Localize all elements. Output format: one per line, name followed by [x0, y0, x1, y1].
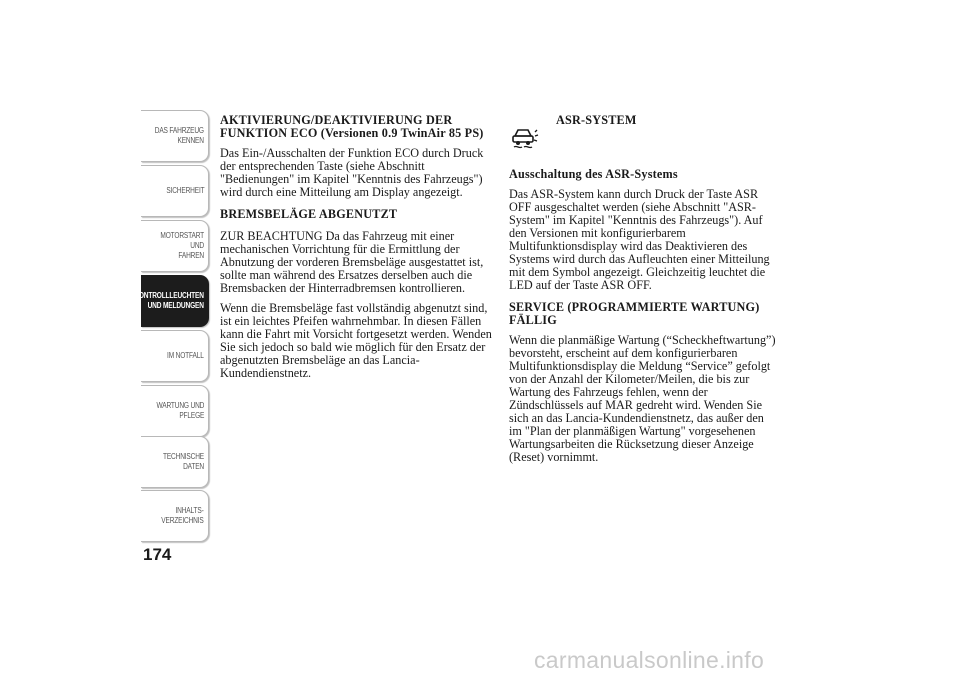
tab-label: SICHERHEIT: [165, 186, 204, 195]
tab-wartung-und-pflege[interactable]: [141, 385, 209, 437]
tab-das-fahrzeug-kennen[interactable]: [141, 110, 209, 162]
tab-label: MOTORSTART UND FAHREN: [160, 231, 204, 260]
asr-subheading: Ausschaltung des ASR-Systems: [509, 167, 678, 181]
asr-paragraph: Das ASR-System kann durch Druck der Taste ASR OFF ausgeschaltet werden (siehe Abschnitt "ASR-System" im Kapitel "Kenntnis des Fahrzeugs"). Auf den Versionen mit konfigurierbarem Multifunktionsdisplay wird das Deaktivieren des Systems wird durch das Aufleuchten einer Mitteilung mit dem Symbol angezeigt. Gleichzeitig leuchtet die LED auf der Taste ASR OFF.: [509, 187, 770, 292]
watermark: carmanualsonline.info: [534, 647, 765, 673]
skidding-car-icon: [509, 124, 539, 150]
brake-paragraph-2: Wenn die Bremsbeläge fast vollständig abgenutzt sind, ist ein leichtes Pfeifen wahrnehmbar. In diesen Fällen kann die Fahrt mit Vorsicht fortgesetzt werden. Wenden Sie sich jedoch so bald wie möglich für den Ersatz der abgenutzten Bremsbeläge an das Lancia-Kundendienstnetz.: [220, 301, 492, 380]
tab-motorstart-und-fahren[interactable]: [141, 220, 209, 272]
left-column: [220, 114, 496, 380]
right-column: [509, 114, 779, 464]
tab-kontrollleuchten-und-meldungen[interactable]: [134, 275, 209, 327]
brake-paragraph-1: ZUR BEACHTUNG Da das Fahrzeug mit einer mechanischen Vorrichtung für die Ermittlung der Abnutzung der vorderen Bremsbeläge ausgestattet ist, sollte man während des Ersatzes derselben auch die Bremsbacken der Hinterradbremsen kontrollieren.: [220, 229, 484, 295]
eco-heading: AKTIVIERUNG/DEAKTIVIERUNG DER FUNKTION ECO (Versionen 0.9 TwinAir 85 PS): [220, 113, 484, 140]
tab-label: TECHNISCHE DATEN: [162, 452, 204, 471]
brake-heading: BREMSBELÄGE ABGENUTZT: [220, 207, 398, 221]
tab-sicherheit[interactable]: [141, 165, 209, 217]
tab-inhaltsverzeichnis[interactable]: [141, 490, 209, 542]
tab-label: WARTUNG UND PFLEGE: [156, 401, 204, 420]
eco-paragraph: Das Ein-/Ausschalten der Funktion ECO durch Druck der entsprechenden Taste (siehe Abschnitt "Bedienungen" im Kapitel "Kenntnis des Fahrzeugs") wird durch eine Mitteilung am Display angezeigt.: [220, 146, 484, 199]
tab-label: DAS FAHRZEUG KENNEN: [154, 126, 204, 145]
page-number: 174: [143, 545, 172, 564]
tab-technische-daten[interactable]: [141, 436, 209, 488]
tab-label: INHALTS- VERZEICHNIS: [161, 506, 204, 525]
service-paragraph: Wenn die planmäßige Wartung (“Scheckheftwartung”) bevorsteht, erscheint auf dem konfigurierbaren Multifunktionsdisplay die Meldung “Service” gefolgt von der Anzahl der Kilometer/Meilen, die bis zur Wartung des Fahrzeugs fehlen, wenn der Zündschlüssels auf MAR gedreht wird. Wenden Sie sich an das Lancia-Kundendienstnetz, das außer den im "Plan der planmäßigen Wartung" vorgesehenen Wartungsarbeiten die Rücksetzung dieser Anzeige (Reset) vornimmt.: [509, 333, 776, 464]
tab-label: IM NOTFALL: [167, 351, 204, 360]
asr-title: ASR-SYSTEM: [556, 113, 637, 127]
tab-im-notfall[interactable]: [141, 330, 209, 382]
tab-label: KONTROLLLEUCHTEN UND MELDUNGEN: [134, 291, 204, 310]
service-heading: SERVICE (PROGRAMMIERTE WARTUNG) FÄLLIG: [509, 300, 760, 327]
